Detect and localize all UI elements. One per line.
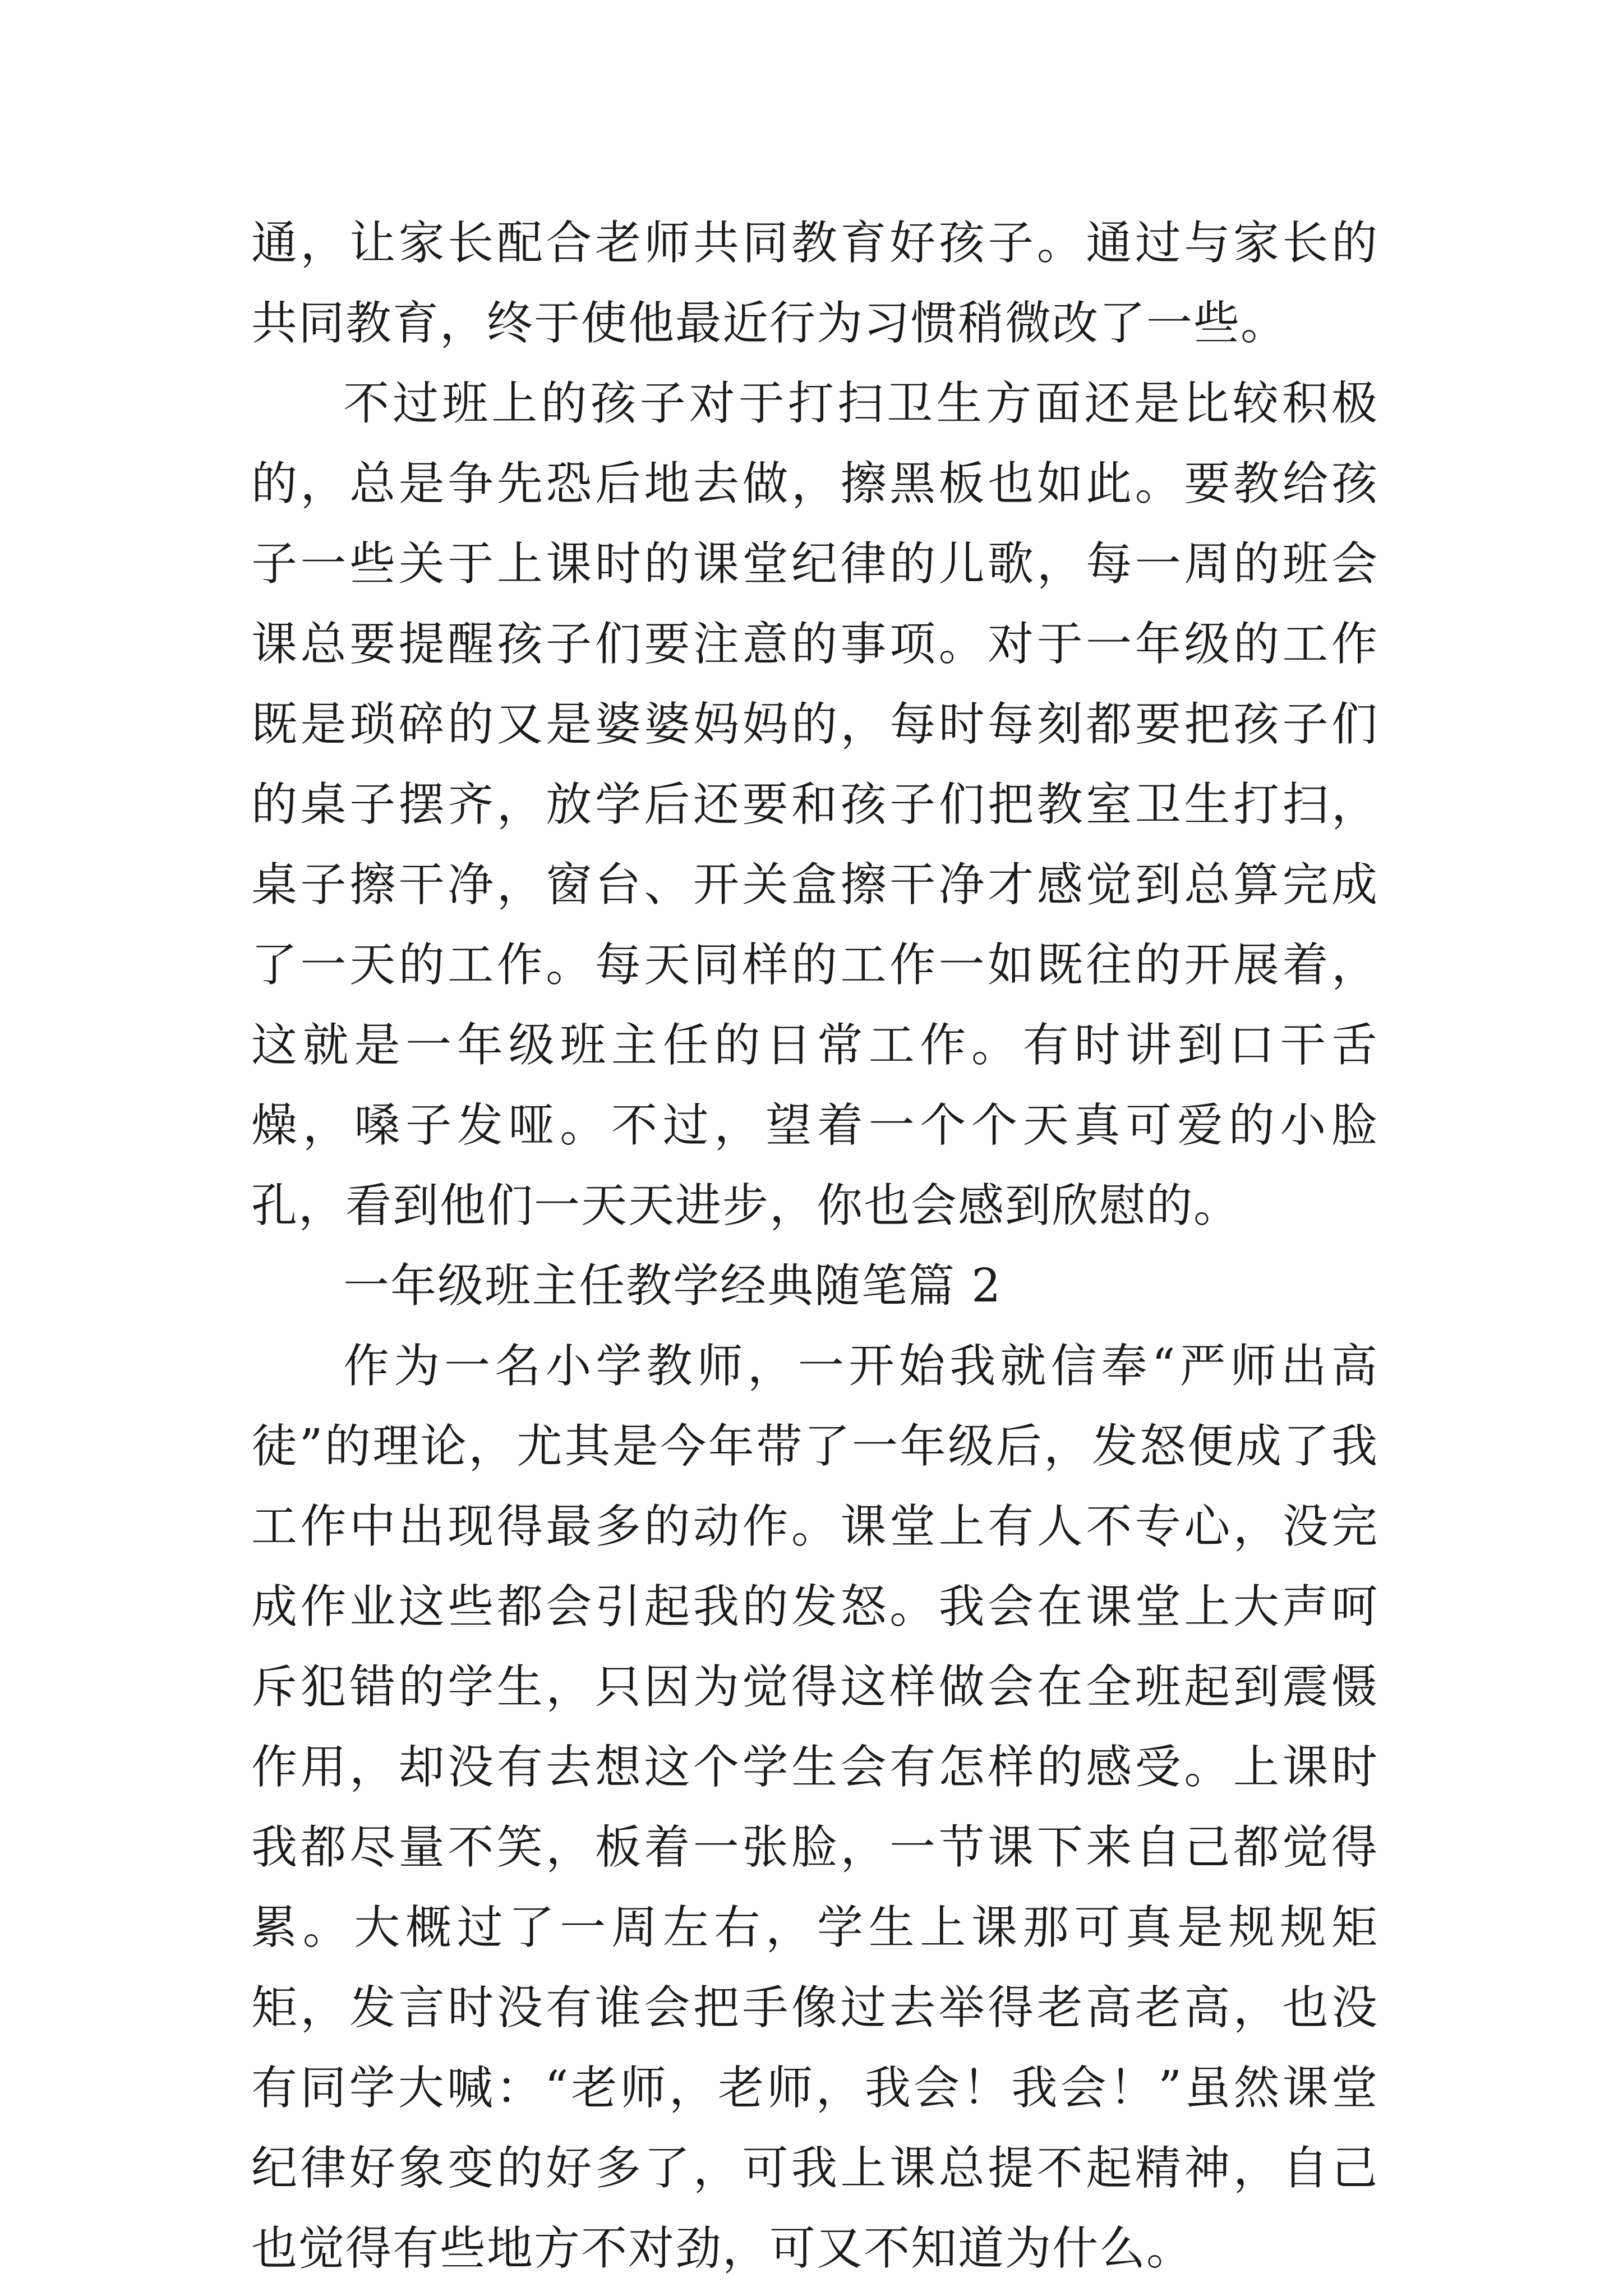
paragraph-strict-teacher: 作为一名小学教师，一开始我就信奉“严师出高徒”的理论，尤其是今年带了一年级后，发怒便成了我工作中出现得最多的动作。课堂上有人不专心，没完成作业这些都会引起我的发怒。我会在课堂上大声呵斥犯错的学生，只因为觉得这样做会在全班起到震慑作用，却没有去想这个学生会有怎样的感受。上课时我都尽量不笑，板着一张脸，一节课下来自己都觉得累。大概过了一周左右，学生上课那可真是规规矩矩，发言时没有谁会把手像过去举得老高老高，也没有同学大喊：“老师，老师，我会！我会！”虽然课堂纪律好象变的好多了，可我上课总提不起精神，自己也觉得有些地方不对劲，可又不知道为什么。 bbox=[251, 1340, 1378, 2275]
document-body bbox=[251, 203, 1378, 2289]
paragraph-continuation: 通，让家长配合老师共同教育好孩子。通过与家长的共同教育，终于使他最近行为习惯稍微改了一些。 bbox=[251, 217, 1378, 350]
paragraph-classroom-duties: 不过班上的孩子对于打扫卫生方面还是比较积极的，总是争先恐后地去做，擦黑板也如此。要教给孩子一些关于上课时的课堂纪律的儿歌，每一周的班会课总要提醒孩子们要注意的事项。对于一年级的工作既是琐碎的又是婆婆妈妈的，每时每刻都要把孩子们的桌子摆齐，放学后还要和孩子们把教室卫生打扫，桌子擦干净，窗台、开关盒擦干净才感觉到总算完成了一天的工作。每天同样的工作一如既往的开展着，这就是一年级班主任的日常工作。有时讲到口干舌燥，嗓子发哑。不过，望着一个个天真可爱的小脸孔，看到他们一天天进步，你也会感到欣慰的。 bbox=[251, 377, 1378, 1232]
section-heading: 一年级班主任教学经典随笔篇 2 bbox=[343, 1259, 1002, 1313]
